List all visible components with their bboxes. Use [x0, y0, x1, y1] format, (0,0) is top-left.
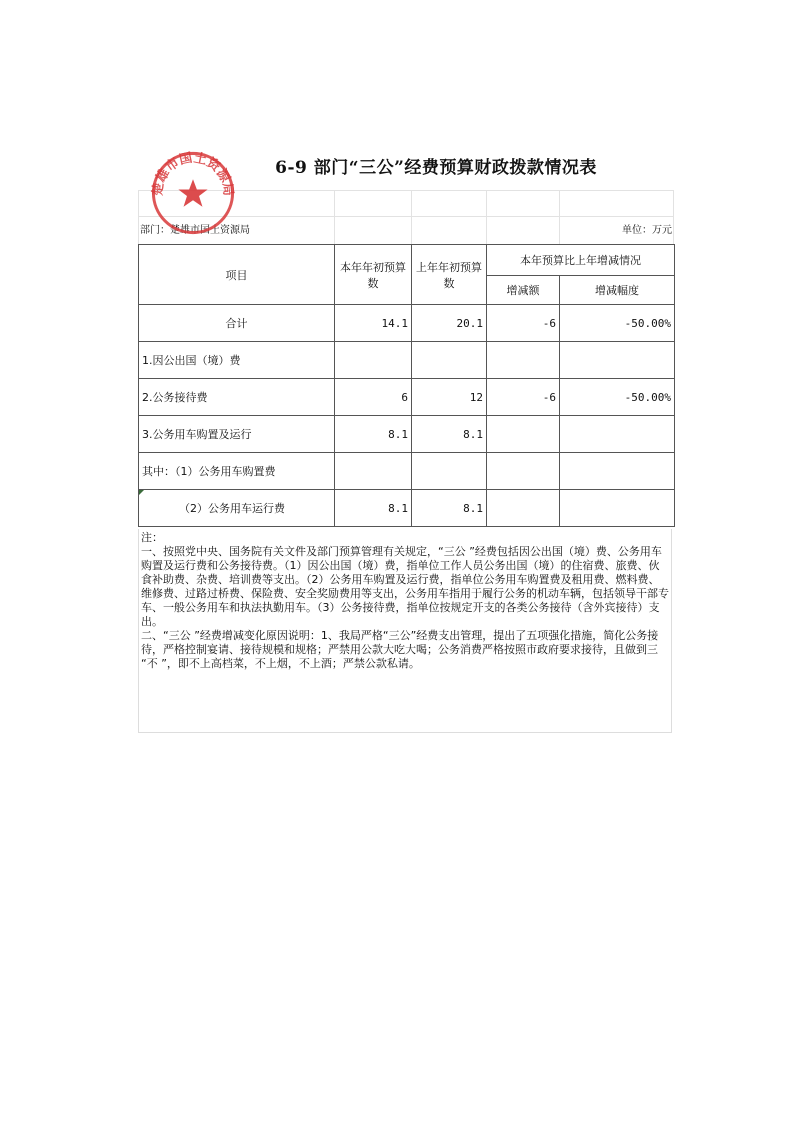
official-seal-icon [150, 150, 236, 236]
cell-current: 8.1 [335, 490, 412, 527]
unit-label: 单位：万元 [622, 225, 672, 236]
cell-amount [487, 416, 560, 453]
cell-rate: -50.00% [560, 379, 675, 416]
header-change-group: 本年预算比上年增减情况 [487, 245, 675, 276]
cell-comment-marker [139, 490, 144, 495]
notes-paragraph-2: 二、“三公 ”经费增减变化原因说明：1、我局严格“三公”经费支出管理，提出了五项强化措施，简化公务接待，严格控制宴请、接待规模和规格；严禁用公款大吃大喝；公务消费严格按照市政府要求接待，且做到三 “不 ”，即不上高档菜，不上烟，不上酒；严禁公款私请。 [141, 629, 659, 670]
cell-item: 1.因公出国（境）费 [139, 342, 335, 379]
table-row-total [139, 305, 675, 342]
cell-amount [487, 453, 560, 490]
cell-rate [560, 342, 675, 379]
cell-amount [487, 342, 560, 379]
header-current-budget: 本年年初预算数 [335, 245, 412, 305]
cell-item [139, 490, 335, 527]
table-row [139, 342, 675, 379]
cell-rate [560, 453, 675, 490]
cell-rate [560, 416, 675, 453]
cell-last: 8.1 [412, 416, 487, 453]
notes-paragraph-1: 一、按照党中央、国务院有关文件及部门预算管理有关规定，“三公 ”经费包括因公出国（境）费、公务用车购置及运行费和公务接待费。（1）因公出国（境）费，指单位工作人员公务出国（境）的住宿费、旅费、伙食补助费、杂费、培训费等支出。（2）公务用车购置及运行费，指单位公务用车购置费及租用费、燃料费、维修费、过路过桥费、保险费、安全奖励费用等支出，公务用车指用于履行公务的机动车辆，包括领导干部专车、一般公务用车和执法执勤用车。（3）公务接待费，指单位按规定开支的各类公务接待（含外宾接待）支出。 [141, 545, 669, 628]
cell-item: 2.公务接待费 [139, 379, 335, 416]
budget-table [138, 244, 675, 527]
department-label: 部门：楚雄市国土资源局 [140, 225, 250, 236]
cell-amount: -6 [487, 379, 560, 416]
table-row [139, 490, 675, 527]
cell-current [335, 453, 412, 490]
report-title-text: 6-9 部门“三公”经费预算财政拨款情况表 [275, 158, 597, 178]
table-row [139, 453, 675, 490]
header-change-rate: 增减幅度 [560, 276, 675, 305]
cell-last: 12 [412, 379, 487, 416]
cell-current: 14.1 [335, 305, 412, 342]
cell-amount [487, 490, 560, 527]
cell-last: 20.1 [412, 305, 487, 342]
header-last-budget: 上年年初预算数 [412, 245, 487, 305]
cell-amount: -6 [487, 305, 560, 342]
notes-section [138, 529, 672, 733]
cell-item-text: （2）公务用车运行费 [179, 502, 285, 515]
table-row [139, 379, 675, 416]
header-item: 项目 [139, 245, 335, 305]
cell-item: 3.公务用车购置及运行 [139, 416, 335, 453]
cell-current: 8.1 [335, 416, 412, 453]
notes-label: 注： [141, 531, 163, 544]
cell-last: 8.1 [412, 490, 487, 527]
cell-last [412, 453, 487, 490]
cell-item: 合计 [139, 305, 335, 342]
table-row [139, 416, 675, 453]
cell-current [335, 342, 412, 379]
header-change-amount: 增减额 [487, 276, 560, 305]
cell-last [412, 342, 487, 379]
cell-rate: -50.00% [560, 305, 675, 342]
cell-item: 其中：（1）公务用车购置费 [139, 453, 335, 490]
svg-text:楚雄市国土资源局: 楚雄市国土资源局 [150, 150, 236, 197]
cell-rate [560, 490, 675, 527]
cell-current: 6 [335, 379, 412, 416]
